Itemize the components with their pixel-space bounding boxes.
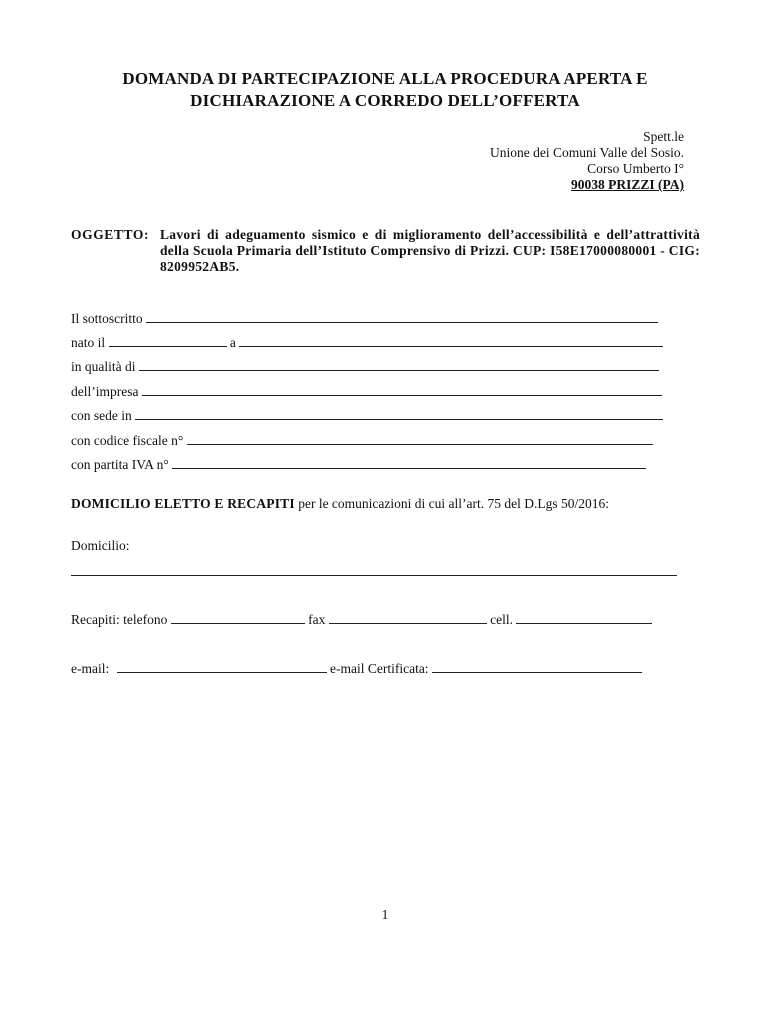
email-label: e-mail: xyxy=(71,661,110,676)
recipient-street: Corso Umberto I° xyxy=(587,161,684,176)
field-nato xyxy=(71,334,663,351)
recipient-name: Unione dei Comuni Valle del Sosio. xyxy=(490,145,684,160)
field-impresa-blank[interactable] xyxy=(142,383,662,396)
document-title-line-1: DOMANDA DI PARTECIPAZIONE ALLA PROCEDURA APERTA E xyxy=(122,69,648,88)
recapiti-row xyxy=(71,611,652,628)
subject-text: Lavori di adeguamento sismico e di miglioramento dell’accessibilità e dell’attrattività della Scuola Primaria dell’Istituto Comprensivo di Prizzi. CUP: I58E17000080001 - CIG: 8209952AB5. xyxy=(160,227,700,274)
email-blank[interactable] xyxy=(117,660,327,673)
domicilio-label: Domicilio: xyxy=(71,538,130,553)
cell-blank[interactable] xyxy=(516,611,652,624)
field-qualita-label: in qualità di xyxy=(71,359,136,374)
subject-label: OGGETTO: xyxy=(71,227,150,242)
field-sede-label: con sede in xyxy=(71,408,132,423)
field-sottoscritto-blank[interactable] xyxy=(146,310,658,323)
pec-label: e-mail Certificata: xyxy=(329,661,429,676)
field-luogo-blank[interactable] xyxy=(239,334,663,347)
recipient-salutation: Spett.le xyxy=(643,129,684,144)
field-qualita xyxy=(71,358,659,375)
field-sede-blank[interactable] xyxy=(135,407,663,420)
field-nato-il-label: nato il xyxy=(71,335,106,350)
field-codice-fiscale-blank[interactable] xyxy=(187,432,653,445)
field-a-label: a xyxy=(229,335,236,350)
field-sede xyxy=(71,407,663,424)
telefono-label: Recapiti: telefono xyxy=(71,612,168,627)
field-impresa-label: dell’impresa xyxy=(71,384,139,399)
pec-blank[interactable] xyxy=(432,660,642,673)
field-partita-iva-label: con partita IVA n° xyxy=(71,457,169,472)
field-impresa xyxy=(71,383,662,400)
field-qualita-blank[interactable] xyxy=(139,358,659,371)
recipient-city: 90038 PRIZZI (PA) xyxy=(571,177,684,192)
field-codice-fiscale xyxy=(71,432,653,449)
fax-label: fax xyxy=(308,612,326,627)
domicilio-heading-rest: per le comunicazioni di cui all’art. 75 del D.Lgs 50/2016: xyxy=(298,496,609,511)
field-partita-iva xyxy=(71,456,646,473)
email-row xyxy=(71,660,642,677)
page-number: 1 xyxy=(381,907,389,922)
cell-label: cell. xyxy=(490,612,513,627)
domicilio-heading xyxy=(71,496,609,512)
field-nato-il-blank[interactable] xyxy=(109,334,227,347)
telefono-blank[interactable] xyxy=(171,611,305,624)
document-title-line-2: DICHIARAZIONE A CORREDO DELL’OFFERTA xyxy=(190,91,580,110)
field-sottoscritto xyxy=(71,310,658,327)
domicilio-blank[interactable] xyxy=(71,562,677,576)
field-partita-iva-blank[interactable] xyxy=(172,456,646,469)
field-codice-fiscale-label: con codice fiscale n° xyxy=(71,433,184,448)
field-sottoscritto-label: Il sottoscritto xyxy=(71,311,143,326)
domicilio-heading-bold: DOMICILIO ELETTO E RECAPITI xyxy=(71,496,295,511)
fax-blank[interactable] xyxy=(329,611,487,624)
